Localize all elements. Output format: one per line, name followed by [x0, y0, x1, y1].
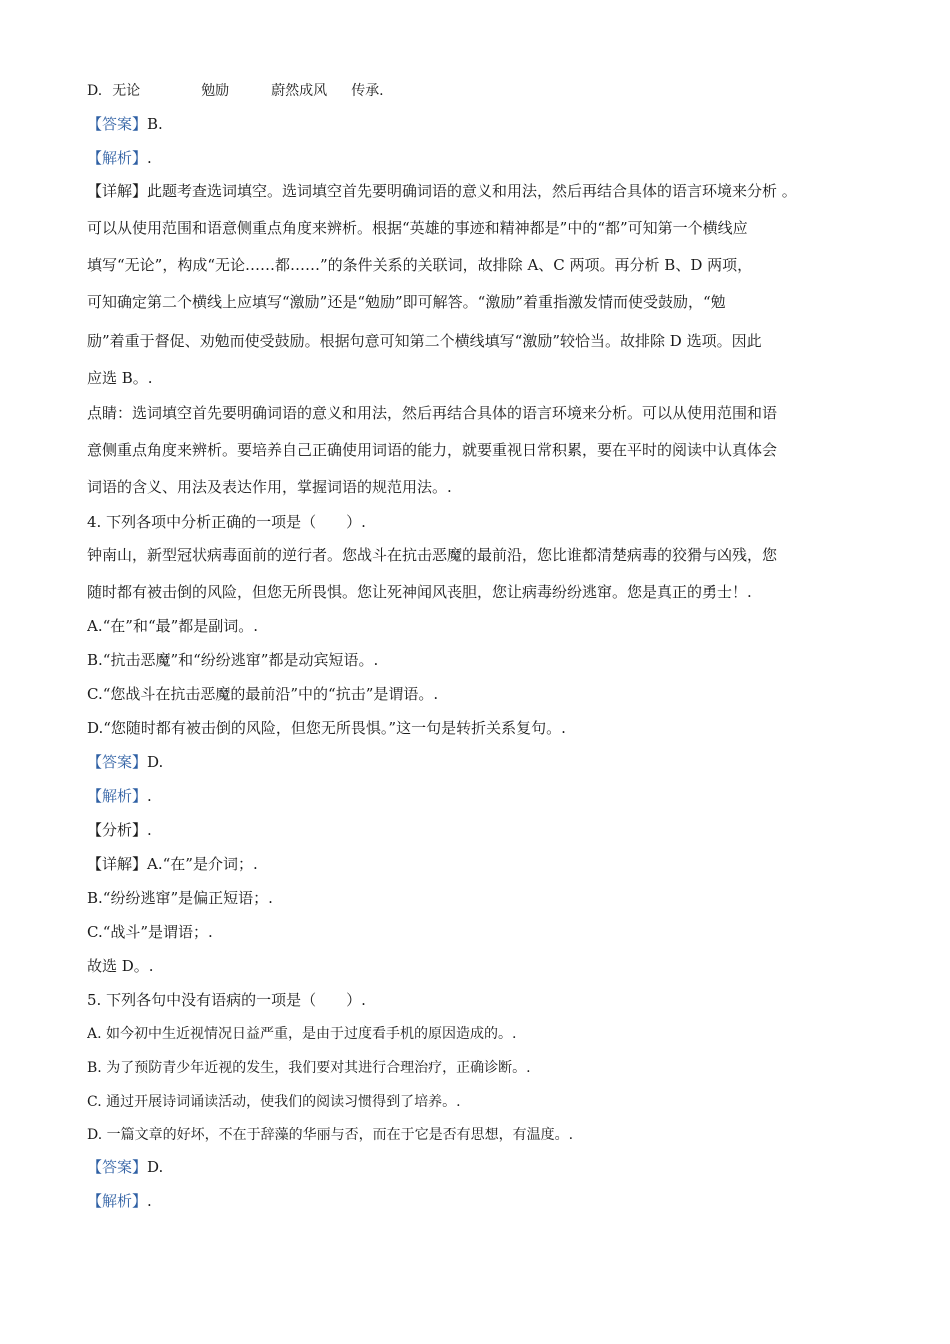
q3-detail-line-2: 可以从使用范围和语意侧重点角度来辨析。根据“英雄的事迹和精神都是”中的“都”可知第一个横线应	[87, 219, 748, 237]
q4-detail-a	[87, 854, 877, 874]
detail-tag: 【详解】	[87, 182, 148, 200]
q3-detail-line-3: 填写“无论”，构成“无论……都……”的条件关系的关联词，故排除 A、C 两项。再分析 B、D 两项，	[87, 256, 753, 274]
detail-text: A.“在”是介词；.	[147, 855, 258, 873]
analysis-text: .	[147, 787, 152, 805]
option-word-4: 传承.	[351, 83, 384, 99]
q3-analysis	[87, 148, 877, 168]
q4-option-c: C.“您战斗在抗击恶魔的最前沿”中的“抗击”是谓语。.	[87, 685, 439, 703]
q5-option-c: C. 通过开展诗词诵读活动，使我们的阅读习惯得到了培养。.	[87, 1094, 461, 1110]
q3-answer	[87, 114, 877, 134]
answer-text: D.	[147, 753, 164, 771]
q3-tip-line-3: 词语的含义、用法及表达作用，掌握词语的规范用法。.	[87, 478, 452, 496]
fenxi-tag: 【分析】	[87, 821, 148, 839]
analysis-tag: 【解析】	[87, 787, 148, 805]
q3-detail-line-5: 励”着重于督促、劝勉而使受鼓励。根据句意可知第二个横线填写“激励”较恰当。故排除 D 选项。因此	[87, 332, 762, 350]
option-word-3: 蔚然成风	[271, 83, 328, 99]
analysis-tag: 【解析】	[87, 1192, 148, 1210]
q5-option-d: D. 一篇文章的好坏，不在于辞藻的华丽与否，而在于它是否有思想，有温度。.	[87, 1127, 574, 1143]
option-word-2: 勉励	[201, 83, 230, 99]
q5-option-b: B. 为了预防青少年近视的发生，我们要对其进行合理治疗，正确诊断。.	[87, 1060, 531, 1076]
q4-option-d: D.“您随时都有被击倒的风险，但您无所畏惧。”这一句是转折关系复句。.	[87, 719, 566, 737]
answer-tag: 【答案】	[87, 1158, 148, 1176]
answer-tag: 【答案】	[87, 115, 148, 133]
q5-stem: 5. 下列各句中没有语病的一项是（ ）.	[87, 991, 366, 1009]
q5-answer	[87, 1157, 877, 1177]
q4-option-a: A.“在”和“最”都是副词。.	[87, 617, 259, 635]
detail-text: 此题考查选词填空。选词填空首先要明确词语的意义和用法，然后再结合具体的语言环境来分析 。	[147, 182, 797, 200]
q4-stem: 4. 下列各项中分析正确的一项是（ ）.	[87, 513, 366, 531]
detail-tag: 【详解】	[87, 855, 148, 873]
option-word-1: 无论	[112, 83, 141, 99]
option-prefix: D.	[87, 83, 103, 99]
q4-passage-line-1: 钟南山，新型冠状病毒面前的逆行者。您战斗在抗击恶魔的最前沿，您比谁都清楚病毒的狡猾与凶残，您	[87, 546, 778, 564]
q4-conclusion: 故选 D。.	[87, 957, 154, 975]
fenxi-text: .	[147, 821, 152, 839]
q3-detail-line-4: 可知确定第二个横线上应填写“激励”还是“勉励”即可解答。“激励”着重指激发情而使受鼓励，“勉	[87, 293, 726, 311]
q5-analysis	[87, 1191, 877, 1211]
analysis-tag: 【解析】	[87, 149, 148, 167]
q3-option-d	[87, 81, 877, 101]
q3-detail-line-1	[87, 181, 877, 201]
q4-passage-line-2: 随时都有被击倒的风险，但您无所畏惧。您让死神闻风丧胆，您让病毒纷纷逃窜。您是真正的勇士！.	[87, 583, 752, 601]
q3-tip-line-1: 点睛：选词填空首先要明确词语的意义和用法，然后再结合具体的语言环境来分析。可以从使用范围和语	[87, 404, 778, 422]
q4-answer	[87, 752, 877, 772]
q3-tip-line-2: 意侧重点角度来辨析。要培养自己正确使用词语的能力，就要重视日常积累，要在平时的阅读中认真体会	[87, 441, 778, 459]
answer-tag: 【答案】	[87, 753, 148, 771]
analysis-text: .	[147, 1192, 152, 1210]
q4-detail-c: C.“战斗”是谓语；.	[87, 923, 213, 941]
answer-text: D.	[147, 1158, 164, 1176]
q5-option-a: A. 如今初中生近视情况日益严重，是由于过度看手机的原因造成的。.	[87, 1026, 517, 1042]
q4-fenxi	[87, 820, 877, 840]
analysis-text: .	[147, 149, 152, 167]
q4-option-b: B.“抗击恶魔”和“纷纷逃窜”都是动宾短语。.	[87, 651, 379, 669]
q3-detail-line-6: 应选 B。.	[87, 369, 153, 387]
q4-detail-b: B.“纷纷逃窜”是偏正短语；.	[87, 889, 273, 907]
q4-analysis	[87, 786, 877, 806]
answer-text: B.	[147, 115, 163, 133]
